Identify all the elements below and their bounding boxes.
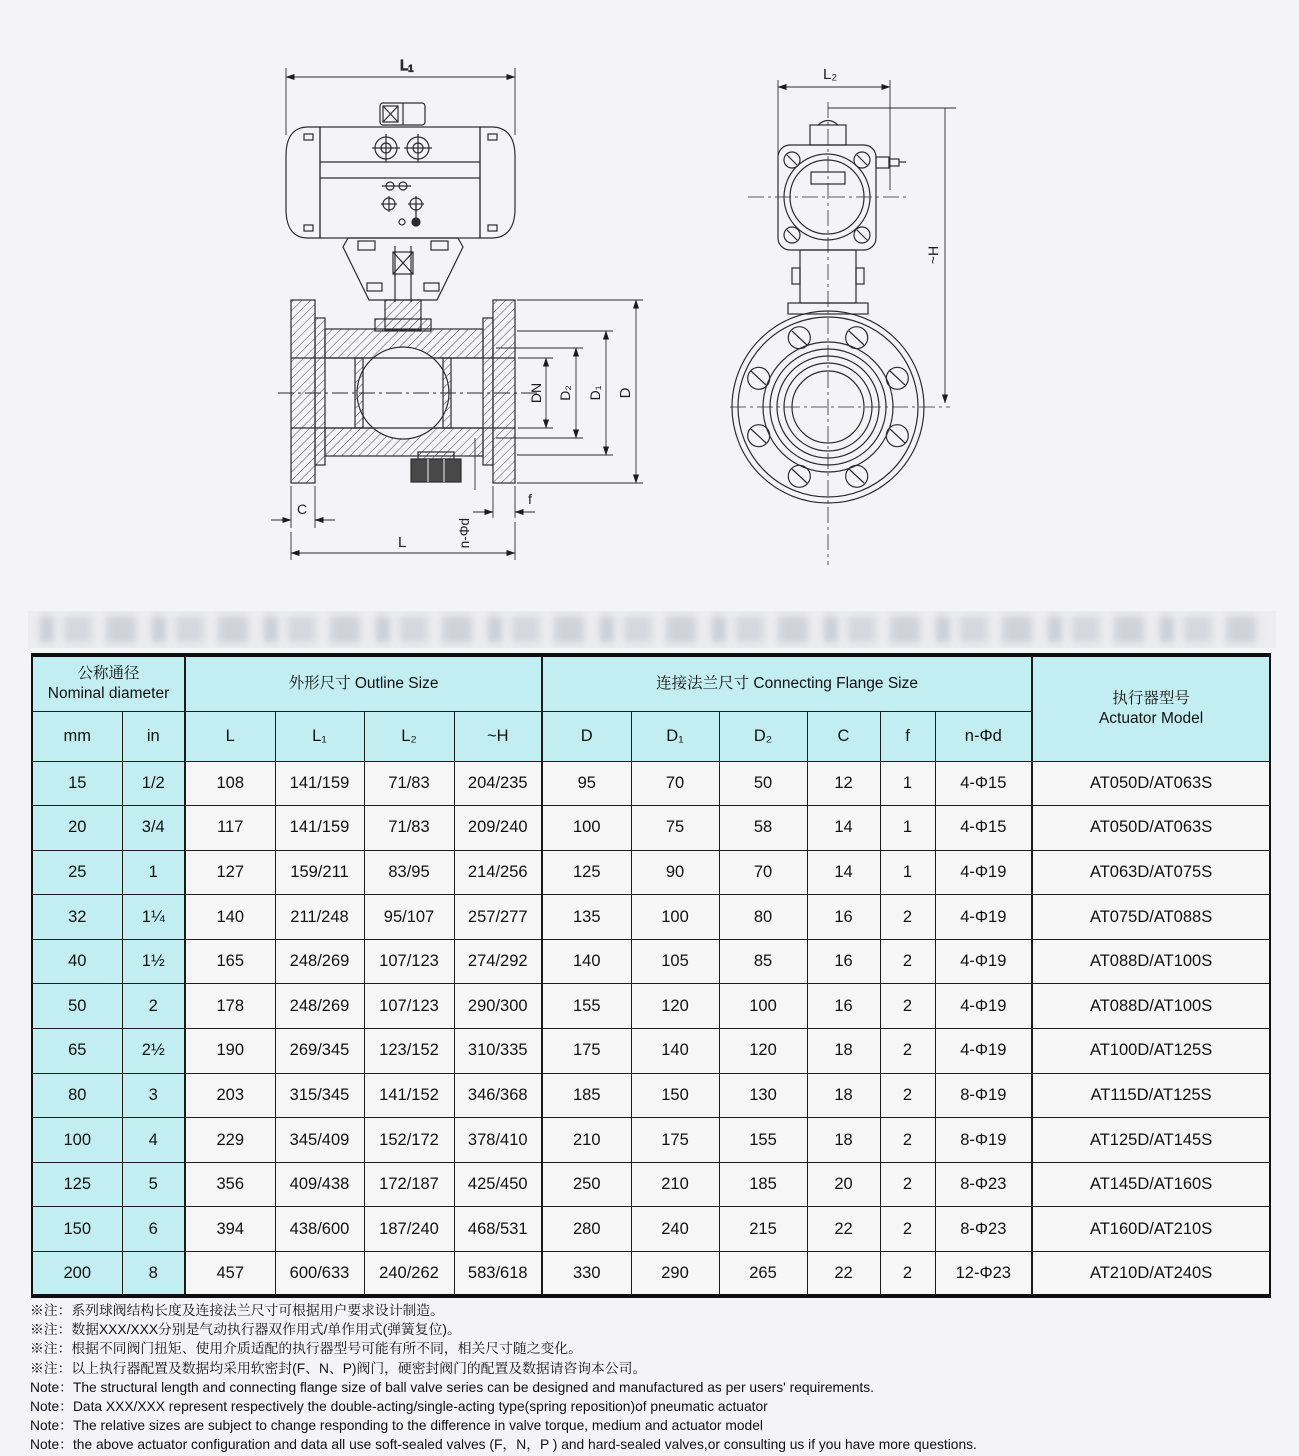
- table-cell: 409/438: [275, 1162, 364, 1207]
- table-cell: 140: [542, 939, 631, 984]
- table-cell: 315/345: [275, 1073, 364, 1118]
- table-cell: 107/123: [364, 984, 454, 1029]
- table-cell: 185: [542, 1073, 631, 1118]
- table-cell: 378/410: [454, 1118, 542, 1163]
- table-cell: 141/152: [364, 1073, 454, 1118]
- table-cell: 248/269: [275, 984, 364, 1029]
- table-cell: 356: [185, 1162, 275, 1207]
- subheader-L1: L₁: [275, 711, 364, 761]
- table-cell: 2: [880, 1029, 935, 1074]
- table-cell: 95: [542, 761, 631, 806]
- dim-label-D: D: [617, 387, 634, 399]
- table-cell: 95/107: [364, 895, 454, 940]
- table-cell: 2: [880, 1252, 935, 1297]
- table-cell: 20: [807, 1162, 880, 1207]
- table-cell: 346/368: [454, 1073, 542, 1118]
- table-cell: 141/159: [275, 761, 364, 806]
- valve-body-section: [278, 300, 540, 483]
- subheader-mm: mm: [32, 711, 122, 761]
- dim-label-H: ~H: [925, 245, 941, 265]
- valve-front-section-drawing: [248, 40, 668, 600]
- table-cell: 4-Φ15: [935, 806, 1032, 851]
- subheader-D2: D₂: [719, 711, 807, 761]
- table-row: [32, 806, 1270, 851]
- table-cell: 330: [542, 1252, 631, 1297]
- table-cell: 152/172: [364, 1118, 454, 1163]
- table-cell: 150: [631, 1073, 719, 1118]
- table-cell: 203: [185, 1073, 275, 1118]
- table-cell: 50: [32, 984, 122, 1029]
- table-cell: 50: [719, 761, 807, 806]
- table-cell: 71/83: [364, 806, 454, 851]
- table-cell: 71/83: [364, 761, 454, 806]
- dim-label-L: L: [398, 534, 407, 551]
- mounting-bracket-front: [343, 238, 463, 302]
- table-cell: 127: [185, 850, 275, 895]
- table-cell: 250: [542, 1162, 631, 1207]
- header-outline-size: 外形尺寸 Outline Size: [185, 655, 542, 711]
- table-row: [32, 1073, 1270, 1118]
- table-cell: 14: [807, 850, 880, 895]
- table-row: [32, 1029, 1270, 1074]
- table-cell: 2: [880, 1162, 935, 1207]
- table-cell: 80: [719, 895, 807, 940]
- table-cell: 583/618: [454, 1252, 542, 1297]
- table-cell: 248/269: [275, 939, 364, 984]
- note-line-en-4: Note：the above actuator configuration and data all use soft-sealed valves (F，N，P ) and hard-sealed valves,or consulting us if you have more questions.: [30, 1437, 977, 1453]
- table-cell: 32: [32, 895, 122, 940]
- table-cell: 2: [880, 1118, 935, 1163]
- table-cell: 2: [880, 1207, 935, 1252]
- subheader-n-phi-d: n-Φd: [935, 711, 1032, 761]
- table-cell: 265: [719, 1252, 807, 1297]
- table-cell: 2: [880, 984, 935, 1029]
- dimension-table: [31, 653, 1271, 1298]
- header-nominal-diameter: [32, 655, 185, 711]
- table-cell: 240/262: [364, 1252, 454, 1297]
- table-cell: 600/633: [275, 1252, 364, 1297]
- table-cell: 4-Φ15: [935, 761, 1032, 806]
- table-cell: 6: [122, 1207, 185, 1252]
- table-cell: AT160D/AT210S: [1032, 1207, 1270, 1252]
- table-cell: 140: [631, 1029, 719, 1074]
- dim-label-L1: L₁: [400, 57, 414, 74]
- table-cell: 18: [807, 1118, 880, 1163]
- table-cell: 12-Φ23: [935, 1252, 1032, 1297]
- table-cell: 210: [542, 1118, 631, 1163]
- table-cell: 8-Φ19: [935, 1073, 1032, 1118]
- table-cell: 22: [807, 1207, 880, 1252]
- table-cell: 70: [631, 761, 719, 806]
- table-cell: 100: [32, 1118, 122, 1163]
- table-cell: 310/335: [454, 1029, 542, 1074]
- header-nominal-cn: 公称通径: [77, 665, 140, 683]
- subheader-D1: D₁: [631, 711, 719, 761]
- note-line-cn-2: ※注：数据XXX/XXX分别是气动执行器双作用式/单作用式(弹簧复位)。: [30, 1322, 461, 1338]
- dim-label-DN: DN: [528, 382, 544, 404]
- table-cell: 25: [32, 850, 122, 895]
- table-cell: 1/2: [122, 761, 185, 806]
- table-cell: 16: [807, 895, 880, 940]
- table-cell: AT115D/AT125S: [1032, 1073, 1270, 1118]
- table-row: [32, 895, 1270, 940]
- table-cell: 172/187: [364, 1162, 454, 1207]
- bracket-and-flange-side: [730, 250, 950, 503]
- table-cell: 187/240: [364, 1207, 454, 1252]
- table-cell: 135: [542, 895, 631, 940]
- table-row: [32, 1252, 1270, 1297]
- table-cell: 14: [807, 806, 880, 851]
- table-cell: 16: [807, 939, 880, 984]
- table-cell: 20: [32, 806, 122, 851]
- table-cell: 215: [719, 1207, 807, 1252]
- table-cell: 4-Φ19: [935, 895, 1032, 940]
- table-cell: 1½: [122, 939, 185, 984]
- dim-label-n-phi-d: n-Φd: [457, 518, 472, 549]
- table-group-header-row: [32, 655, 1270, 711]
- table-cell: 4-Φ19: [935, 1029, 1032, 1074]
- table-cell: 85: [719, 939, 807, 984]
- table-cell: 65: [32, 1029, 122, 1074]
- table-cell: 159/211: [275, 850, 364, 895]
- table-cell: 123/152: [364, 1029, 454, 1074]
- table-cell: 345/409: [275, 1118, 364, 1163]
- table-cell: 100: [719, 984, 807, 1029]
- table-cell: 2½: [122, 1029, 185, 1074]
- table-cell: 229: [185, 1118, 275, 1163]
- table-cell: 107/123: [364, 939, 454, 984]
- table-cell: 15: [32, 761, 122, 806]
- table-cell: 425/450: [454, 1162, 542, 1207]
- table-cell: 280: [542, 1207, 631, 1252]
- table-cell: 4-Φ19: [935, 850, 1032, 895]
- table-cell: 290/300: [454, 984, 542, 1029]
- table-cell: 468/531: [454, 1207, 542, 1252]
- air-port-icon: [372, 134, 432, 162]
- table-cell: 4: [122, 1118, 185, 1163]
- notes-block: [30, 1301, 1285, 1455]
- table-cell: 185: [719, 1162, 807, 1207]
- table-cell: AT210D/AT240S: [1032, 1252, 1270, 1297]
- table-cell: AT145D/AT160S: [1032, 1162, 1270, 1207]
- table-cell: 125: [542, 850, 631, 895]
- table-row: [32, 1118, 1270, 1163]
- table-cell: 22: [807, 1252, 880, 1297]
- table-cell: 2: [880, 939, 935, 984]
- table-cell: 394: [185, 1207, 275, 1252]
- table-cell: AT063D/AT075S: [1032, 850, 1270, 895]
- dim-label-f: f: [528, 491, 532, 507]
- table-cell: 200: [32, 1252, 122, 1297]
- table-cell: 155: [542, 984, 631, 1029]
- table-cell: 211/248: [275, 895, 364, 940]
- table-cell: 130: [719, 1073, 807, 1118]
- table-body: [32, 761, 1270, 1296]
- table-cell: 1: [880, 850, 935, 895]
- table-cell: 4-Φ19: [935, 939, 1032, 984]
- table-row: [32, 984, 1270, 1029]
- table-cell: 70: [719, 850, 807, 895]
- table-cell: 1: [880, 761, 935, 806]
- table-cell: 5: [122, 1162, 185, 1207]
- note-line-cn-1: ※注：系列球阀结构长度及连接法兰尺寸可根据用户要求设计制造。: [30, 1303, 444, 1318]
- actuator-front: [286, 57, 515, 238]
- table-cell: 16: [807, 984, 880, 1029]
- table-cell: 120: [631, 984, 719, 1029]
- table-cell: 12: [807, 761, 880, 806]
- subheader-C: C: [807, 711, 880, 761]
- table-cell: 90: [631, 850, 719, 895]
- table-cell: 83/95: [364, 850, 454, 895]
- table-cell: 2: [122, 984, 185, 1029]
- table-cell: 40: [32, 939, 122, 984]
- table-cell: AT125D/AT145S: [1032, 1118, 1270, 1163]
- table-cell: AT088D/AT100S: [1032, 984, 1270, 1029]
- table-row: [32, 850, 1270, 895]
- table-cell: 125: [32, 1162, 122, 1207]
- table-row: [32, 1162, 1270, 1207]
- table-row: [32, 939, 1270, 984]
- table-cell: 190: [185, 1029, 275, 1074]
- table-cell: AT100D/AT125S: [1032, 1029, 1270, 1074]
- table-cell: 2: [880, 1073, 935, 1118]
- dim-label-D1: D₁: [587, 385, 603, 401]
- table-cell: 165: [185, 939, 275, 984]
- table-cell: 18: [807, 1073, 880, 1118]
- header-nominal-en: Nominal diameter: [47, 684, 170, 702]
- table-cell: 155: [719, 1118, 807, 1163]
- table-cell: 18: [807, 1029, 880, 1074]
- subheader-H: ~H: [454, 711, 542, 761]
- valve-side-view-drawing: [718, 40, 1118, 600]
- table-cell: 141/159: [275, 806, 364, 851]
- table-cell: 214/256: [454, 850, 542, 895]
- table-cell: 100: [542, 806, 631, 851]
- table-cell: 204/235: [454, 761, 542, 806]
- table-cell: 108: [185, 761, 275, 806]
- table-cell: 80: [32, 1073, 122, 1118]
- table-cell: 209/240: [454, 806, 542, 851]
- subheader-L2: L₂: [364, 711, 454, 761]
- dim-label-L2: L₂: [823, 66, 838, 83]
- table-cell: 8-Φ19: [935, 1118, 1032, 1163]
- header-actuator-model: [1032, 655, 1270, 761]
- table-cell: 150: [32, 1207, 122, 1252]
- table-cell: 117: [185, 806, 275, 851]
- table-cell: 75: [631, 806, 719, 851]
- dim-label-C: C: [297, 501, 308, 517]
- table-cell: AT075D/AT088S: [1032, 895, 1270, 940]
- table-cell: AT088D/AT100S: [1032, 939, 1270, 984]
- table-cell: 290: [631, 1252, 719, 1297]
- table-cell: 8-Φ23: [935, 1162, 1032, 1207]
- table-cell: 8-Φ23: [935, 1207, 1032, 1252]
- table-cell: 178: [185, 984, 275, 1029]
- table-cell: 3/4: [122, 806, 185, 851]
- table-cell: 1¼: [122, 895, 185, 940]
- table-cell: 100: [631, 895, 719, 940]
- table-cell: 240: [631, 1207, 719, 1252]
- note-line-cn-3: ※注：根据不同阀门扭矩、使用介质适配的执行器型号可能有所不同，相关尺寸随之变化。: [30, 1341, 582, 1357]
- table-cell: 1: [880, 806, 935, 851]
- dim-label-D2: D₂: [557, 385, 573, 401]
- table-cell: 4-Φ19: [935, 984, 1032, 1029]
- note-line-en-3: Note：The relative sizes are subject to change responding to the difference in valve torque, medium and actuator model: [30, 1418, 763, 1434]
- table-cell: 8: [122, 1252, 185, 1297]
- note-line-en-1: Note：The structural length and connecting flange size of ball valve series can be designed and manufactured as per users' requirements.: [30, 1379, 874, 1395]
- table-cell: AT050D/AT063S: [1032, 806, 1270, 851]
- table-row: [32, 1207, 1270, 1252]
- ghost-watermark-band: [28, 611, 1276, 648]
- table-cell: 2: [880, 895, 935, 940]
- table-row: [32, 761, 1270, 806]
- table-cell: 269/345: [275, 1029, 364, 1074]
- header-flange-size: 连接法兰尺寸 Connecting Flange Size: [542, 655, 1032, 711]
- table-cell: 1: [122, 850, 185, 895]
- subheader-f: f: [880, 711, 935, 761]
- table-cell: 457: [185, 1252, 275, 1297]
- header-actuator-en: Actuator Model: [1098, 709, 1204, 727]
- table-cell: 438/600: [275, 1207, 364, 1252]
- table-cell: 210: [631, 1162, 719, 1207]
- table-cell: 257/277: [454, 895, 542, 940]
- header-actuator-cn: 执行器型号: [1112, 690, 1190, 708]
- subheader-L: L: [185, 711, 275, 761]
- table-cell: 140: [185, 895, 275, 940]
- subheader-in: in: [122, 711, 185, 761]
- table-cell: 175: [542, 1029, 631, 1074]
- table-cell: 3: [122, 1073, 185, 1118]
- table-cell: AT050D/AT063S: [1032, 761, 1270, 806]
- note-line-en-2: Note：Data XXX/XXX represent respectively the double-acting/single-acting type(spring reposition)of pneumatic actuator: [30, 1399, 768, 1415]
- table-cell: 274/292: [454, 939, 542, 984]
- table-cell: 105: [631, 939, 719, 984]
- table-cell: 175: [631, 1118, 719, 1163]
- table-cell: 120: [719, 1029, 807, 1074]
- subheader-D: D: [542, 711, 631, 761]
- note-line-cn-4: ※注：以上执行器配置及数据均采用软密封(F、N、P)阀门，硬密封阀门的配置及数据请咨询本公司。: [30, 1360, 647, 1376]
- actuator-side: [748, 102, 908, 565]
- table-cell: 58: [719, 806, 807, 851]
